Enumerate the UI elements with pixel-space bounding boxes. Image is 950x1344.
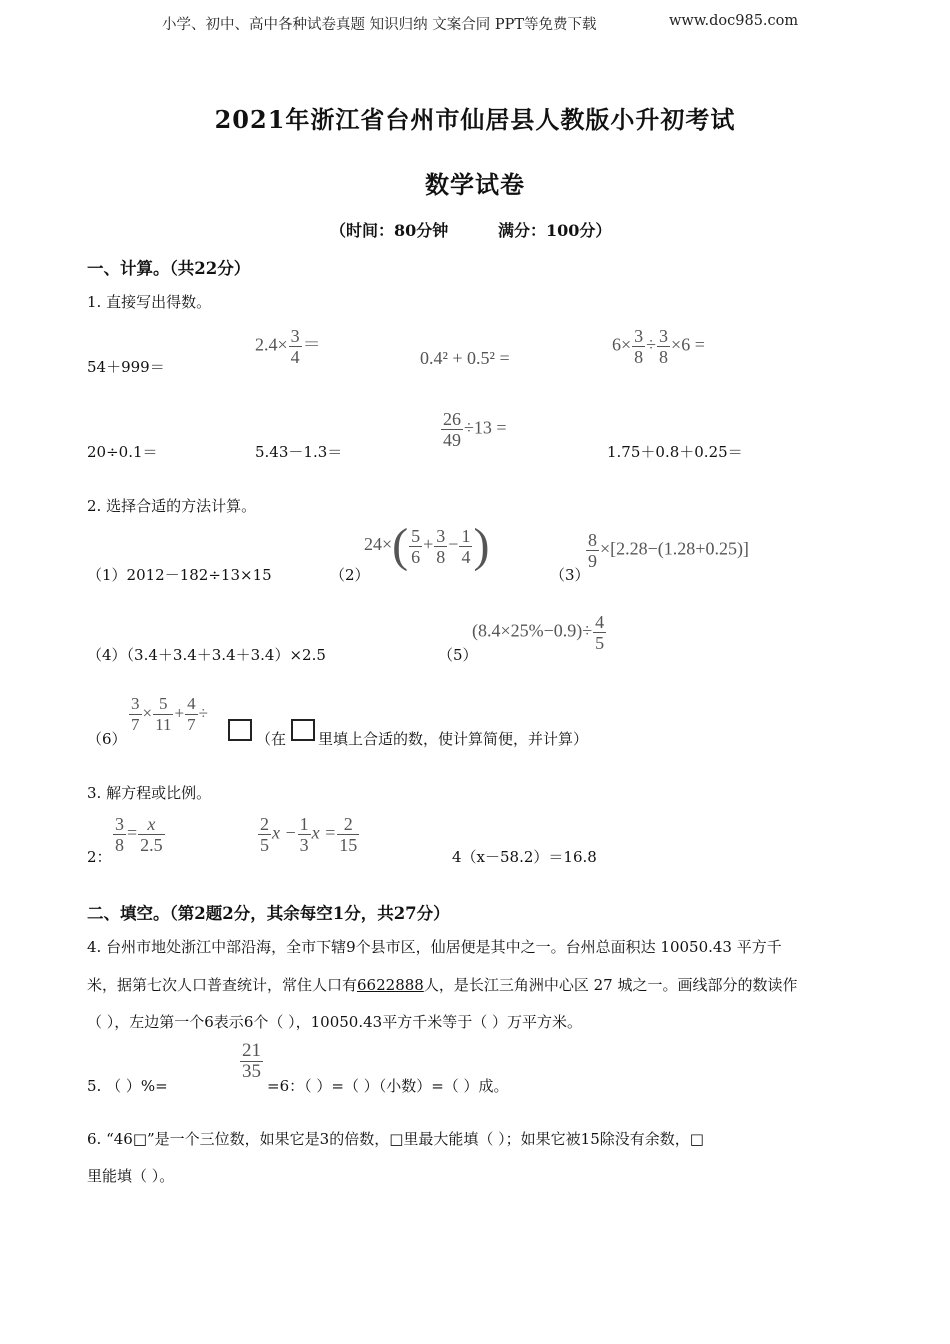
- exam-time: （时间：80分钟: [330, 221, 449, 240]
- q3-label: 3. 解方程或比例。: [87, 784, 212, 802]
- q3-eq3: 4（x－58.2）＝16.8: [452, 848, 597, 866]
- q2-part-6-expr: $\frac{3}{7}$ × $\frac{5}{11}$ + $\frac{4}{7}$ ÷: [131, 694, 208, 734]
- q6-line-1: 6. “46□”是一个三位数，如果它是3的倍数，□里最大能填（ ）；如果它被15除没有余数，□: [87, 1130, 704, 1148]
- q4-underlined-number: 6622888: [357, 976, 424, 994]
- q2-part-3-label: （3）: [550, 566, 590, 584]
- page-subtitle: 数学试卷: [425, 170, 525, 199]
- answer-box-1[interactable]: [228, 719, 252, 741]
- q1-label: 1. 直接写出得数。: [87, 293, 212, 311]
- q1-item-h: 1.75＋0.8＋0.25＝: [607, 443, 743, 461]
- header-banner-text: 小学、初中、高中各种试卷真题 知识归纳 文案合同 PPT等免费下载: [162, 17, 597, 33]
- q1-item-d: 6× $\frac{3}{8}$ ÷ $\frac{3}{8}$ ×6 =: [612, 326, 705, 367]
- q3-eq1-expr: $\frac{3}{8}$ = $\frac{x}{2.5}$: [115, 814, 163, 855]
- q2-part-5-label: （5）: [438, 646, 478, 664]
- q2-part-6-note-b: 里填上合适的数，使计算简便，并计算）: [318, 730, 589, 748]
- q5-prefix: 5. （ ）%=: [87, 1077, 168, 1095]
- q1-item-e: 20÷0.1＝: [87, 443, 158, 461]
- q1-item-c: 0.4² + 0.5² =: [420, 348, 510, 368]
- q2-part-5-expr: (8.4×25%−0.9)÷ $\frac{4}{5}$: [472, 612, 605, 653]
- q1-item-b: 2.4× $\frac{3}{4}$ ＝: [255, 326, 321, 367]
- q2-part-3-expr: $\frac{8}{9}$ ×[2.28−(1.28+0.25)]: [588, 530, 749, 571]
- q2-part-4: （4）（3.4＋3.4＋3.4＋3.4）×2.5: [87, 646, 326, 664]
- q1-item-f: 5.43－1.3＝: [255, 443, 343, 461]
- q2-part-2-label: （2）: [330, 566, 370, 584]
- q4-line-3: （ ），左边第一个6表示6个（ ），10050.43平方千米等于（ ）万平方米。: [87, 1013, 582, 1031]
- page-title: 2021年浙江省台州市仙居县人教版小升初考试: [214, 105, 736, 134]
- header-site-link[interactable]: www.doc985.com: [669, 13, 799, 29]
- section-two-heading: 二、填空。（第2题2分，其余每空1分，共27分）: [87, 904, 450, 923]
- q2-part-2-expr: 24×( $\frac{5}{6}$ + $\frac{3}{8}$ − $\frac{1}{4}$ ): [364, 519, 490, 572]
- q2-part-6-note-a: （在: [256, 730, 287, 748]
- q3-eq1-prefix: 2：: [87, 848, 112, 866]
- q1-item-a: 54＋999＝: [87, 358, 165, 376]
- q2-label: 2. 选择合适的方法计算。: [87, 497, 257, 515]
- q4-line-1: 4. 台州市地处浙江中部沿海，全市下辖9个县市区，仙居便是其中之一。台州总面积达 10050.43 平方千: [87, 938, 782, 956]
- q2-part-6-label: （6）: [87, 730, 127, 748]
- answer-box-2: [291, 719, 315, 741]
- q1-item-g: $\frac{26}{49}$ ÷13 =: [443, 409, 507, 450]
- q5-suffix: =6：（ ）=（ ）（小数）=（ ）成。: [267, 1077, 509, 1095]
- q3-eq2-expr: $\frac{2}{5}$ x − $\frac{1}{3}$ x = $\frac{2}{15}$: [260, 814, 358, 855]
- q4-line-2: 米，据第七次人口普查统计，常住人口有6622888人，是长江三角洲中心区 27 城之一。画线部分的数读作: [87, 976, 798, 994]
- exam-full-score: 满分：100分）: [498, 221, 612, 240]
- q2-part-1: （1）2012－182÷13×15: [87, 566, 272, 584]
- section-one-heading: 一、计算。（共22分）: [87, 259, 251, 278]
- q5-fraction: $\frac{21}{35}$: [242, 1040, 261, 1082]
- q6-line-2: 里能填（ ）。: [87, 1167, 175, 1185]
